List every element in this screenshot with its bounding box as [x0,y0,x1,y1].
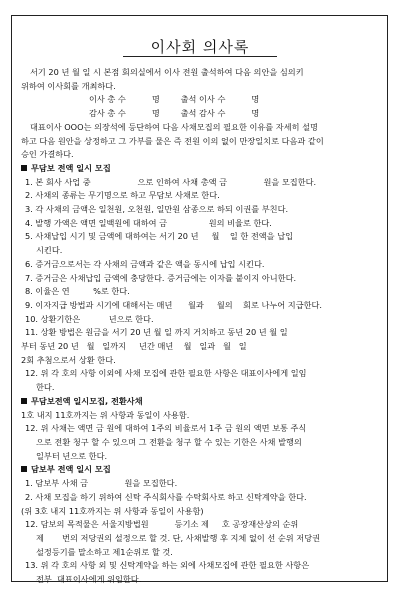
resolution-line: 1. 담보부 사채 금 원을 모집한다. [25,478,178,489]
resolution-line: 8. 이율은 연 %로 한다. [25,286,130,297]
section-secured-lump-sum [21,477,381,587]
opening-line: 승인 가결하다. [21,149,74,160]
resolution-line: 12. 위 사채는 액면 금 원에 대하여 1주의 비율로서 1주 금 원의 액면 보통 주식 [25,423,307,434]
resolution-line: 6. 증거금으로서는 각 사채의 금액과 같은 액을 동시에 납입 시킨다. [25,258,265,269]
resolution-line: 전부 대표이사에게 위임한다. [36,574,142,585]
section-bullet-icon [21,466,27,472]
resolution-line: (위 3호 내지 11호까지는 위 사항과 동일이 사용함) [21,505,204,516]
section-bullet-icon [21,398,27,404]
resolution-line: 으로 전환 청구 할 수 있으며 그 전환을 청구 할 수 있는 기한은 사채 발행의 [36,436,302,447]
opening-line: 대표이사 OOO는 의장석에 등단하여 다음 사채모집의 필요한 이유를 자세히 설명 [30,121,318,132]
resolution-line: 부터 동년 20 년 월 일까지 년간 매년 월 일과 월 일 [21,341,247,352]
resolution-line: 2. 사채의 종류는 무기명으로 하고 무담보 사채로 한다. [25,190,220,201]
resolution-line: 13. 위 각 호의 사항 외 및 신탁계약을 하는 외에 사채모집에 관한 필요한 사항은 [25,560,310,571]
resolution-line: 12. 위 각 호의 사항 이외에 사채 모집에 관한 필요한 사항은 대표이사에게 일임 [25,368,307,379]
document-body [21,66,381,587]
resolution-line: 9. 이자지급 방법과 시기에 대해서는 매년 월과 월의 회로 나누어 지급한다. [25,299,323,310]
resolution-line: 10. 상환기한은 년으로 한다. [25,313,154,324]
resolution-line: 5. 사채납입 시기 및 금액에 대하여는 서기 20 년 월 일 한 전액을 납입 [25,231,294,242]
section-heading: 무담보전액 일시모집, 전환사채 [21,395,381,409]
resolution-line: 시킨다. [36,245,63,256]
attendance-auditors: 감사 총 수 명 출석 감사 수 명 [89,108,260,119]
document-title: 이사회 의사록 [150,38,250,56]
section-heading: 무담보 전액 일시 모집 [21,162,381,176]
intro-line: 서기 20 년 월 일 시 본점 회의실에서 이사 전원 출석하여 다음 의안을 심의키 [30,67,304,77]
opening-line: 하고 다음 원안을 상정하고 그 가부를 물은 즉 전원 이의 없이 만장일치로 다음과 같이 [21,135,324,146]
resolution-line: 설정등기를 말소하고 제1순위로 할 것. [36,546,173,557]
resolution-line: 한다. [36,382,55,393]
intro-line: 위하여 이사회를 개최하다. [21,80,116,91]
resolution-line: 11. 상환 방법은 원금을 서기 20 년 월 일 까지 거치하고 동년 20 년 월 일 [25,327,288,338]
resolution-line: 12. 담보의 목적물은 서울지방법원 등기소 제 호 공장재산상의 순위 [25,519,299,530]
section-unsecured-lump-sum [21,176,381,395]
resolution-line: 2. 사채 모집을 하기 위하여 신탁 주식회사를 수탁회사로 하고 신탁계약을 한다. [25,491,307,502]
resolution-line: 1호 내지 11호까지는 위 사항과 동일이 사용함. [21,409,190,420]
resolution-line: 3. 각 사채의 금액은 일천원, 오천원, 일만원 삼종으로 하되 이권를 부친다. [25,204,289,215]
title-underline [123,56,277,57]
resolution-line: 2회 추첨으로서 상환 한다. [21,354,116,365]
resolution-line: 1. 본 회사 사업 중 으로 인하여 사채 총액 금 원을 모집한다. [25,176,317,187]
resolution-line: 4. 발행 가액은 액면 일백원에 대하여 금 원의 비율로 한다. [25,217,272,228]
section-heading: 담보부 전액 일시 모집 [21,463,381,477]
resolution-line: 일부터 년으로 한다. [36,450,108,461]
resolution-line: 제 번의 저당권의 설정으로 할 것. 단, 사채발행 후 지체 없이 선 순위 저당권 [36,532,321,543]
section-bullet-icon [21,165,27,171]
resolution-line: 7. 증거금은 사채납입 금액에 충당한다. 증거금에는 이자를 붙이지 아니한다. [25,272,297,283]
section-convertible-bonds [21,409,381,464]
attendance-directors: 이사 총 수 명 출석 이사 수 명 [89,94,260,105]
